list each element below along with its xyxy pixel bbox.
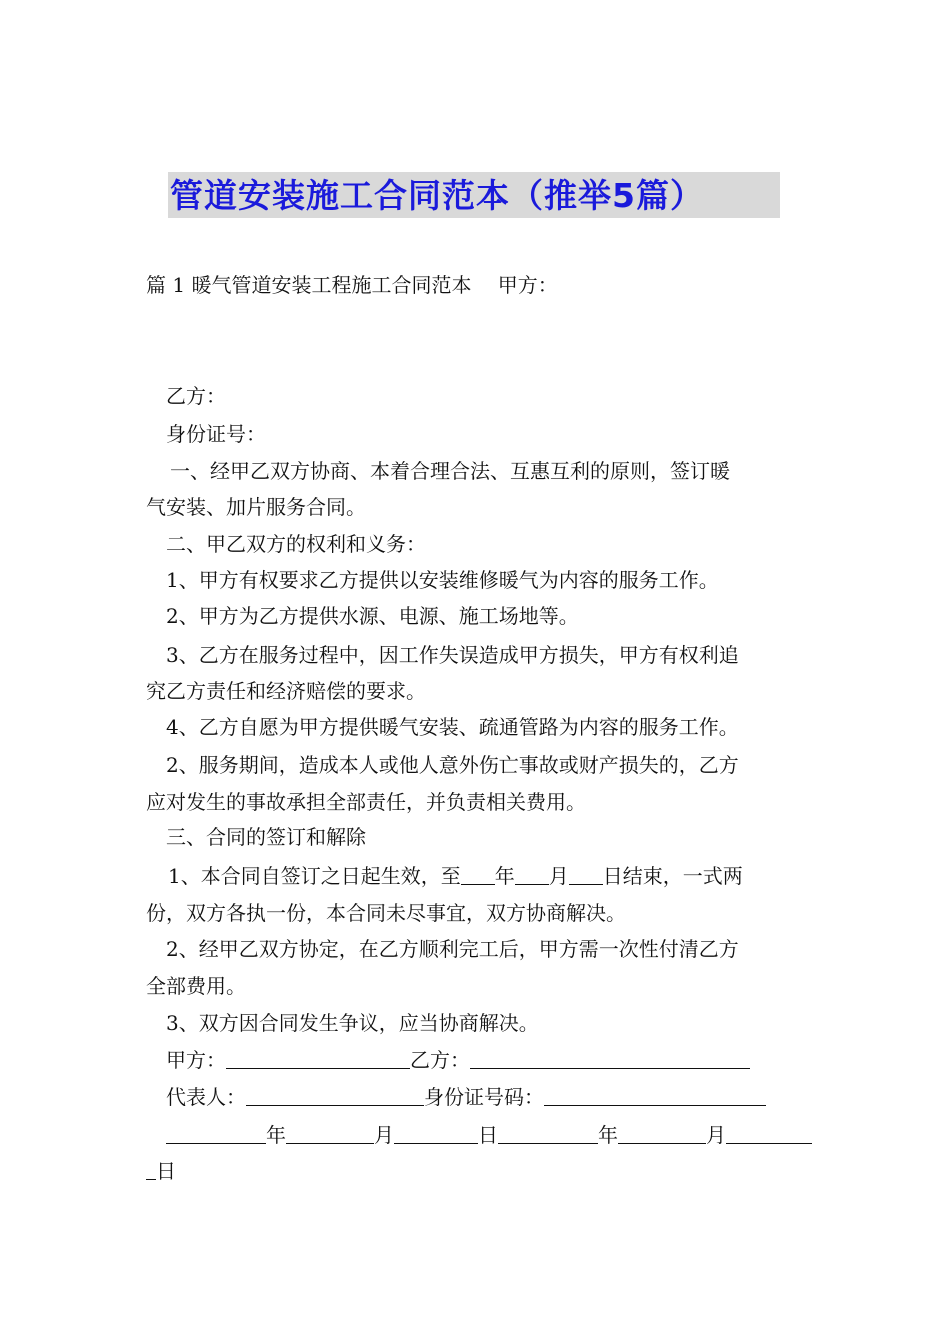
paragraph-line: 2、经甲乙双方协定，在乙方顺利完工后，甲方需一次性付清乙方 bbox=[166, 937, 739, 961]
paragraph-line: 究乙方责任和经济赔偿的要求。 bbox=[146, 679, 426, 703]
term-month: 月 bbox=[548, 864, 569, 888]
paragraph-line: 三、合同的签订和解除 bbox=[166, 825, 366, 849]
date-month: 月 bbox=[374, 1123, 394, 1147]
paragraph-line: 3、双方因合同发生争议，应当协商解决。 bbox=[166, 1011, 539, 1035]
document-title: 管道安装施工合同范本（推举5篇） bbox=[170, 176, 704, 215]
term-line bbox=[168, 861, 743, 891]
blank-line bbox=[286, 1121, 374, 1144]
term-suffix: 日结束，一式两 bbox=[602, 864, 743, 888]
party-b-label: 乙方： bbox=[166, 384, 226, 408]
id-code-label: 身份证号码： bbox=[424, 1085, 544, 1109]
date-month-2: 月 bbox=[706, 1123, 726, 1147]
blank-line bbox=[569, 862, 603, 885]
term-prefix: 1、本合同自签订之日起生效，至 bbox=[168, 864, 461, 888]
blank-line bbox=[394, 1121, 478, 1144]
paragraph-line: 1、甲方有权要求乙方提供以安装维修暖气为内容的服务工作。 bbox=[166, 568, 719, 592]
paragraph-line: 一、经甲乙双方协商、本着合理合法、互惠互利的原则，签订暖 bbox=[170, 459, 730, 483]
party-b-sign-label: 乙方： bbox=[410, 1048, 470, 1072]
signature-line-rep bbox=[166, 1082, 766, 1112]
representative-blank bbox=[246, 1083, 424, 1106]
party-b-sign-blank bbox=[470, 1046, 750, 1069]
blank-line bbox=[146, 1157, 156, 1180]
section-heading-1: 篇 1 暖气管道安装工程施工合同范本 甲方： bbox=[146, 273, 558, 297]
date-line-wrap bbox=[146, 1156, 176, 1186]
signature-line-parties bbox=[166, 1045, 750, 1075]
paragraph-line: 应对发生的事故承担全部责任，并负责相关费用。 bbox=[146, 790, 586, 814]
id-code-blank bbox=[544, 1083, 766, 1106]
paragraph-line: 4、乙方自愿为甲方提供暖气安装、疏通管路为内容的服务工作。 bbox=[166, 715, 739, 739]
blank-line bbox=[618, 1121, 706, 1144]
date-year: 年 bbox=[266, 1123, 286, 1147]
paragraph-line: 2、服务期间，造成本人或他人意外伤亡事故或财产损失的，乙方 bbox=[166, 753, 739, 777]
blank-line bbox=[498, 1121, 598, 1144]
date-day: 日 bbox=[478, 1123, 498, 1147]
date-year-2: 年 bbox=[598, 1123, 618, 1147]
id-number-label: 身份证号： bbox=[166, 422, 266, 446]
blank-line bbox=[166, 1121, 266, 1144]
blank-line bbox=[726, 1121, 812, 1144]
paragraph-line: 二、甲乙双方的权利和义务： bbox=[166, 532, 426, 556]
date-day-2: 日 bbox=[156, 1159, 176, 1183]
paragraph-line: 份，双方各执一份，本合同未尽事宜，双方协商解决。 bbox=[146, 901, 626, 925]
representative-label: 代表人： bbox=[166, 1085, 246, 1109]
paragraph-line: 全部费用。 bbox=[146, 974, 246, 998]
term-year: 年 bbox=[494, 864, 515, 888]
paragraph-line: 3、乙方在服务过程中，因工作失误造成甲方损失，甲方有权利追 bbox=[166, 643, 739, 667]
date-line bbox=[166, 1120, 812, 1150]
party-a-sign-label: 甲方： bbox=[166, 1048, 226, 1072]
blank-line bbox=[515, 862, 549, 885]
blank-line bbox=[461, 862, 495, 885]
party-a-sign-blank bbox=[226, 1046, 410, 1069]
paragraph-line: 气安装、加片服务合同。 bbox=[146, 495, 366, 519]
paragraph-line: 2、甲方为乙方提供水源、电源、施工场地等。 bbox=[166, 604, 579, 628]
